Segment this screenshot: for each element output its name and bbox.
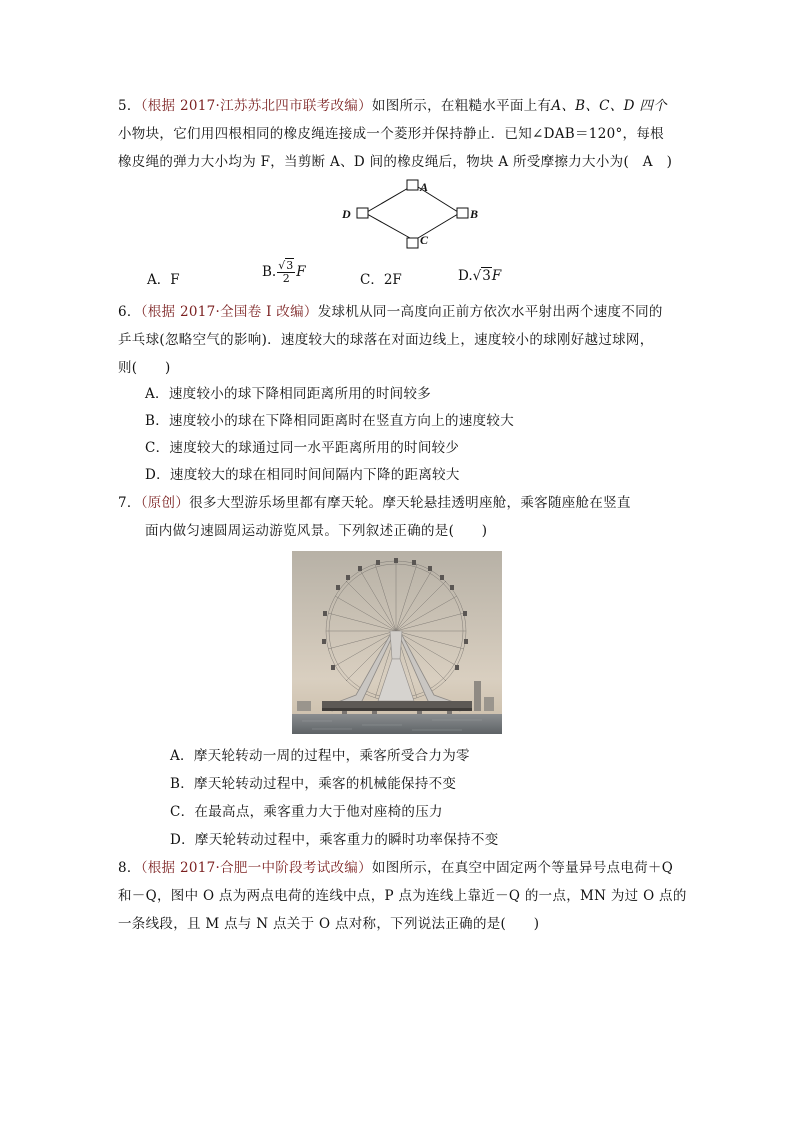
block-a: [407, 180, 418, 190]
rope-cd: [367, 214, 410, 238]
q5-option-b-fraction: $\frac{√3}{2}$: [278, 259, 294, 285]
q8-line1: [118, 858, 673, 878]
q7-line1: [118, 493, 631, 513]
q5-option-b-numerator: 3: [286, 259, 294, 272]
label-d: D: [342, 207, 351, 221]
q7-option-b: B．摩天轮转动过程中，乘客的机械能保持不变: [170, 776, 457, 792]
q5-option-b-suffix: F: [296, 264, 306, 280]
label-c: C: [420, 233, 429, 247]
q8-number: 8．: [118, 860, 141, 876]
q6-line3: 则( ): [118, 360, 171, 376]
q7-line2: 面内做匀速圆周运动游览风景。下列叙述正确的是( ): [145, 523, 488, 539]
q6-option-d: D．速度较大的球在相同时间间隔内下降的距离较大: [145, 467, 460, 483]
q5-option-d-suffix: F: [491, 268, 502, 284]
q7-option-a: A．摩天轮转动一周的过程中，乘客所受合力为零: [170, 748, 470, 764]
block-c: [407, 238, 418, 248]
label-a: A: [420, 180, 429, 194]
rope-da: [367, 187, 410, 212]
q5-line3: 橡皮绳的弹力大小均为 F，当剪断 A、D 间的橡皮绳后，物块 A 所受摩擦力大小为( A ): [118, 154, 673, 170]
q8-line2: 和－Q，图中 O 点为两点电荷的连线中点，P 点为连线上靠近－Q 的一点，MN 为过 O 点的: [118, 888, 687, 904]
block-b: [457, 208, 468, 218]
q6-line1-text: 发球机从同一高度向正前方依次水平射出两个速度不同的: [317, 304, 663, 320]
q5-option-d-radicand: 3: [482, 268, 491, 284]
q5-line2: 小物块，它们用四根相同的橡皮绳连接成一个菱形并保持静止．已知∠DAB＝120°，每根: [118, 126, 664, 142]
q5-option-c: C．2F: [360, 272, 402, 288]
q6-option-c: C．速度较大的球通过同一水平距离所用的时间较少: [145, 440, 460, 456]
q5-option-b-prefix: B.: [262, 264, 277, 280]
q5-line1-letters: A、B、C、D 四个: [551, 98, 667, 114]
q6-line2: 乒乓球(忽略空气的影响)．速度较大的球落在对面边线上，速度较小的球刚好越过球网，: [118, 332, 654, 348]
ferris-wheel-photo: [292, 551, 502, 734]
q8-source: （根据 2017·合肥一中阶段考试改编）: [140, 860, 372, 876]
q5-option-b-denominator: 2: [282, 272, 290, 285]
block-d: [357, 208, 368, 218]
q6-option-a: A．速度较小的球下降相同距离所用的时间较多: [145, 386, 432, 402]
q5-number: 5．: [118, 98, 141, 114]
q8-line3: 一条线段，且 M 点与 N 点关于 O 点对称，下列说法正确的是( ): [118, 916, 540, 932]
q5-option-a: A．F: [147, 272, 180, 288]
q7-option-c: C．在最高点，乘客重力大于他对座椅的压力: [170, 804, 443, 820]
q5-source: （根据 2017·江苏苏北四市联考改编）: [140, 98, 372, 114]
q6-number: 6．: [118, 304, 141, 320]
q5-option-b: [262, 260, 306, 285]
q7-option-d: D．摩天轮转动过程中，乘客重力的瞬时功率保持不变: [170, 832, 499, 848]
q7-source: （原创）: [140, 495, 190, 511]
q5-line1-text: 如图所示，在粗糙水平面上有: [371, 98, 552, 114]
q5-option-d: D.√3F: [458, 268, 502, 284]
q6-source: （根据 2017·全国卷 I 改编）: [140, 304, 318, 320]
q6-line1: [118, 302, 663, 322]
rhombus-diagram: [338, 176, 488, 252]
q7-line1-text: 很多大型游乐场里都有摩天轮。摩天轮悬挂透明座舱，乘客随座舱在竖直: [189, 495, 631, 511]
q6-option-b: B．速度较小的球在下降相同距离时在竖直方向上的速度较大: [145, 413, 515, 429]
q8-line1-text: 如图所示，在真空中固定两个等量异号点电荷＋Q: [371, 860, 674, 876]
q5-line1: [118, 96, 667, 116]
q7-number: 7．: [118, 495, 141, 511]
label-b: B: [470, 207, 479, 221]
q5-option-d-prefix: D.: [458, 268, 473, 284]
